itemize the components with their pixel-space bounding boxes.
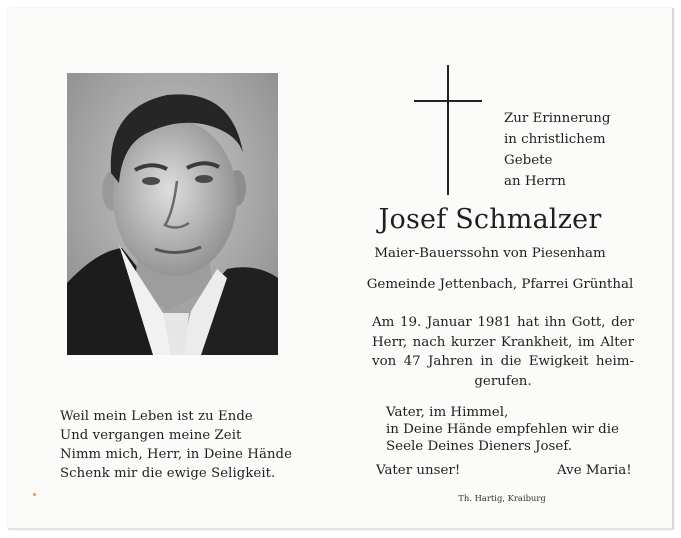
intro-line: an Herrn	[504, 174, 566, 189]
notice-line: von 47 Jahren in die Ewigkeit heim-	[372, 354, 634, 369]
remembrance-intro	[504, 108, 610, 192]
prayer-line: Seele Deines Dieners Josef.	[386, 439, 573, 454]
closing-ave-maria: Ave Maria!	[557, 463, 632, 478]
intro-line: in christlichem	[504, 132, 606, 147]
deceased-location: Gemeinde Jettenbach, Pfarrei Grünthal	[366, 277, 634, 292]
cross-icon-bar	[414, 100, 482, 102]
prayer-line: Vater, im Himmel,	[386, 405, 509, 420]
poem-line: Und vergangen meine Zeit	[60, 428, 242, 443]
death-notice	[372, 313, 634, 391]
deceased-name: Josef Schmalzer	[378, 204, 602, 235]
notice-line: gerufen.	[474, 373, 532, 389]
portrait-photo	[67, 73, 278, 355]
closing-our-father: Vater unser!	[376, 463, 461, 478]
intro-line: Gebete	[504, 153, 553, 168]
cross-icon	[447, 65, 449, 195]
prayer	[386, 404, 619, 455]
intro-line: Zur Erinnerung	[504, 111, 611, 126]
poem-line: Schenk mir die ewige Seligkeit.	[60, 466, 276, 481]
poem	[60, 407, 292, 483]
deceased-occupation: Maier-Bauerssohn von Piesenham	[374, 246, 606, 261]
printer-credit: Th. Hartig, Kraiburg	[458, 493, 546, 503]
poem-line: Weil mein Leben ist zu Ende	[60, 409, 253, 424]
poem-line: Nimm mich, Herr, in Deine Hände	[60, 447, 292, 462]
notice-line: Am 19. Januar 1981 hat ihn Gott, der	[372, 315, 634, 330]
paper-speck	[33, 493, 36, 496]
notice-line: Herr, nach kurzer Krankheit, im Alter	[372, 334, 634, 350]
prayer-line: in Deine Hände empfehlen wir die	[386, 422, 619, 437]
